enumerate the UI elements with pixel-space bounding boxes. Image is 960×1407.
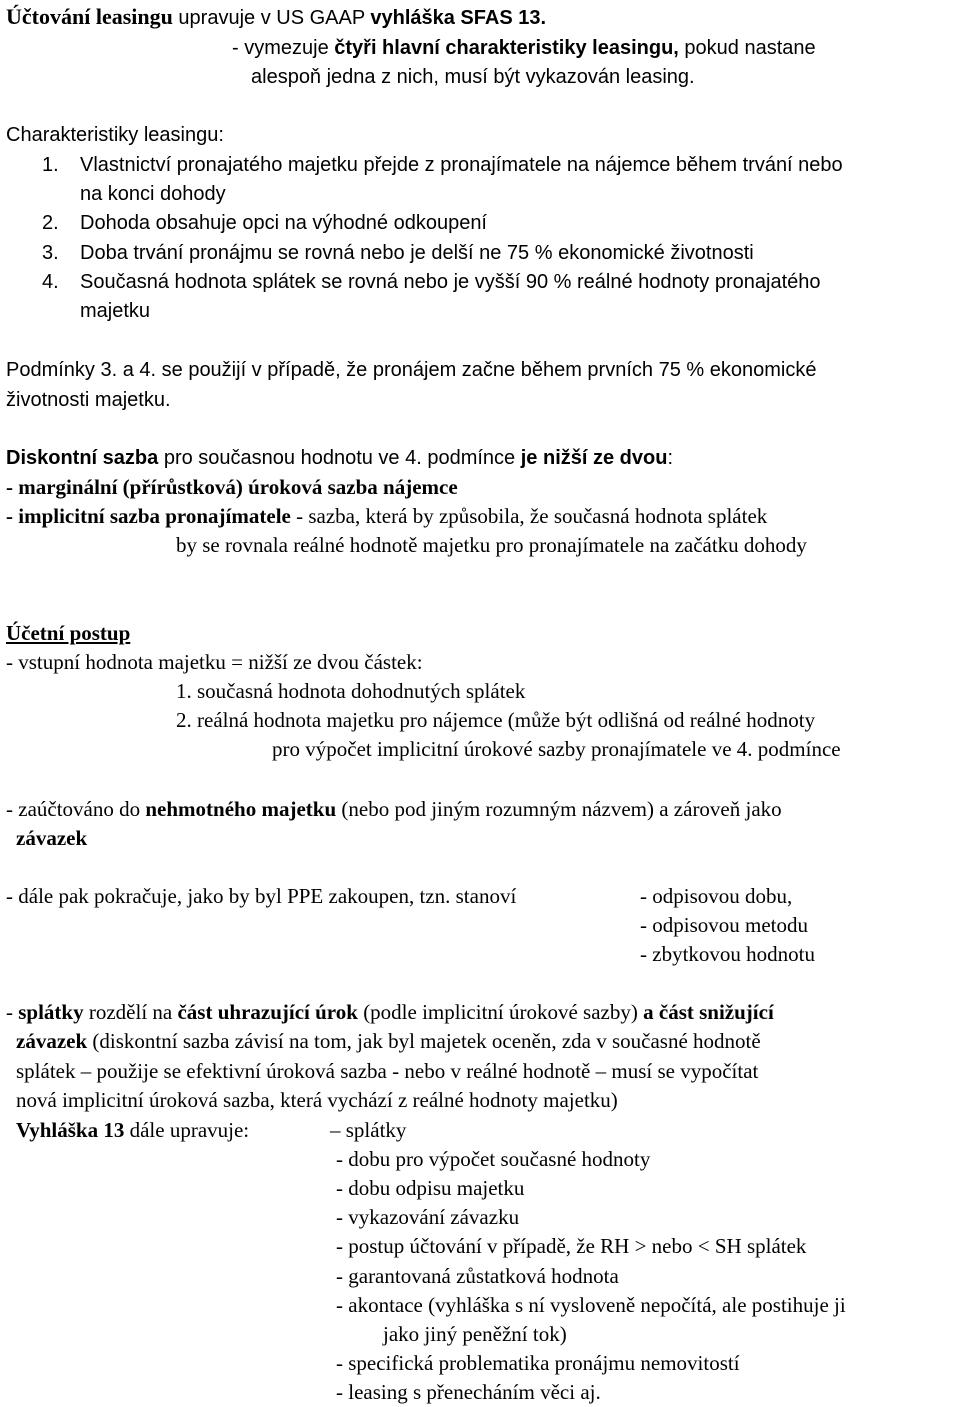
list-item-continuation: na konci dohody	[80, 183, 226, 205]
intro-text: - vymezuje	[232, 37, 335, 59]
intro-bold: čtyři hlavní charakteristiky leasingu,	[334, 37, 679, 59]
conditions-text: Podmínky 3. a 4. se použijí v případě, že pronájem začne během prvních 75 % ekonomické	[6, 359, 817, 381]
procedure-line: 2. reálná hodnota majetku pro nájemce (může být odlišná od reálné hodnoty	[176, 708, 816, 732]
procedure-line: pro výpočet implicitní úrokové sazby pronajímatele ve 4. podmínce	[272, 737, 841, 761]
list-item: Současná hodnota splátek se rovná nebo je vyšší 90 % reálné hodnoty pronajatého	[80, 271, 821, 293]
list-number: 4.	[42, 271, 59, 293]
discount-text: :	[667, 447, 674, 469]
discount-line	[6, 448, 673, 468]
procedure-text: (podle implicitní úrokové sazby)	[357, 1000, 644, 1024]
regulation-item: – splátky	[330, 1118, 407, 1142]
procedure-bold: část uhrazující úrok	[177, 1000, 358, 1024]
intro-text: pokud nastane	[678, 37, 816, 59]
procedure-bold: splátky	[18, 1000, 84, 1024]
procedure-line: - dále pak pokračuje, jako by byl PPE zakoupen, tzn. stanoví	[6, 884, 517, 908]
intangible-line	[6, 799, 782, 820]
installments-line: nová implicitní úroková sazba, která vychází z reálné hodnoty majetku)	[16, 1088, 618, 1112]
liability-word: závazek	[16, 826, 88, 850]
list-item: Dohoda obsahuje opci na výhodné odkoupení	[80, 212, 487, 234]
regulation-bold: Vyhláška 13	[16, 1118, 125, 1142]
regulation-line	[16, 1120, 249, 1141]
regulation-item: - postup účtování v případě, že RH > nebo < SH splátek	[336, 1234, 807, 1258]
conditions-text: životnosti majetku.	[6, 389, 171, 411]
regulation-item: - vykazování závazku	[336, 1205, 520, 1229]
installments-line	[6, 1002, 774, 1023]
list-number: 3.	[42, 242, 59, 264]
list-item: Doba trvání pronájmu se rovná nebo je delší ne 75 % ekonomické životnosti	[80, 242, 754, 264]
installments-line: splátek – použije se efektivní úroková sazba - nebo v reálné hodnotě – musí se vypočítat	[16, 1059, 759, 1083]
procedure-bold: závazek	[16, 1029, 88, 1053]
installments-line	[16, 1031, 761, 1052]
regulation-item: - garantovaná zůstatková hodnota	[336, 1264, 619, 1288]
implicit-rate	[6, 506, 767, 527]
procedure-text: rozdělí na	[83, 1000, 178, 1024]
procedure-line: - vstupní hodnota majetku = nižší ze dvou částek:	[6, 650, 423, 674]
marginal-rate: - marginální (přírůstková) úroková sazba nájemce	[6, 475, 458, 499]
discount-text: pro současnou hodnotu ve 4. podmínce	[158, 447, 521, 469]
implicit-rate-bold: - implicitní sazba pronajímatele	[6, 504, 291, 528]
procedure-text: (diskontní sazba závisí na tom, jak byl majetek oceněn, zda v současné hodnotě	[87, 1029, 761, 1053]
procedure-heading-text: Účetní postup	[6, 621, 131, 645]
intro-line-3: alespoň jedna z nich, musí být vykazován leasing.	[251, 66, 695, 88]
title-bold: Účtování leasingu	[6, 4, 173, 29]
intro-line-2	[232, 38, 816, 58]
implicit-rate-continuation: by se rovnala reálné hodnotě majetku pro pronajímatele na začátku dohody	[176, 533, 807, 557]
procedure-bold: nehmotného majetku	[145, 797, 337, 821]
discount-bold: je nižší ze dvou	[520, 447, 668, 469]
procedure-heading	[6, 623, 130, 644]
regulation-item-continuation: jako jiný peněžní tok)	[383, 1322, 567, 1346]
list-number: 1.	[42, 154, 59, 176]
depreciation-item: - odpisovou metodu	[640, 913, 808, 937]
regulation-item: - leasing s přenecháním věci aj.	[336, 1380, 601, 1404]
procedure-bold: a část snižující	[643, 1000, 774, 1024]
depreciation-item: - zbytkovou hodnotu	[640, 942, 815, 966]
regulation-item: - dobu odpisu majetku	[336, 1176, 525, 1200]
implicit-rate-text: - sazba, která by způsobila, že současná hodnota splátek	[290, 504, 768, 528]
list-number: 2.	[42, 212, 59, 234]
intro-text: upravuje v US GAAP	[172, 7, 371, 29]
discount-bold: Diskontní sazba	[6, 447, 159, 469]
procedure-text: -	[6, 1000, 19, 1024]
regulation-item: - specifická problematika pronájmu nemovitostí	[336, 1351, 740, 1375]
procedure-line: 1. současná hodnota dohodnutých splátek	[176, 679, 526, 703]
procedure-text: (nebo pod jiným rozumným názvem) a zároveň jako	[336, 797, 782, 821]
regulation-item: - dobu pro výpočet současné hodnoty	[336, 1147, 651, 1171]
depreciation-item: - odpisovou dobu,	[640, 884, 793, 908]
regulation-text: dále upravuje:	[124, 1118, 250, 1142]
law-reference: vyhláška SFAS 13.	[370, 7, 547, 29]
regulation-item: - akontace (vyhláška s ní vysloveně nepočítá, ale postihuje ji	[336, 1293, 846, 1317]
procedure-text: - zaúčtováno do	[6, 797, 146, 821]
intro-line	[6, 6, 546, 28]
list-item: Vlastnictví pronajatého majetku přejde z pronajímatele na nájemce během trvání nebo	[80, 154, 843, 176]
characteristics-heading: Charakteristiky leasingu:	[6, 124, 224, 146]
list-item-continuation: majetku	[80, 300, 151, 322]
